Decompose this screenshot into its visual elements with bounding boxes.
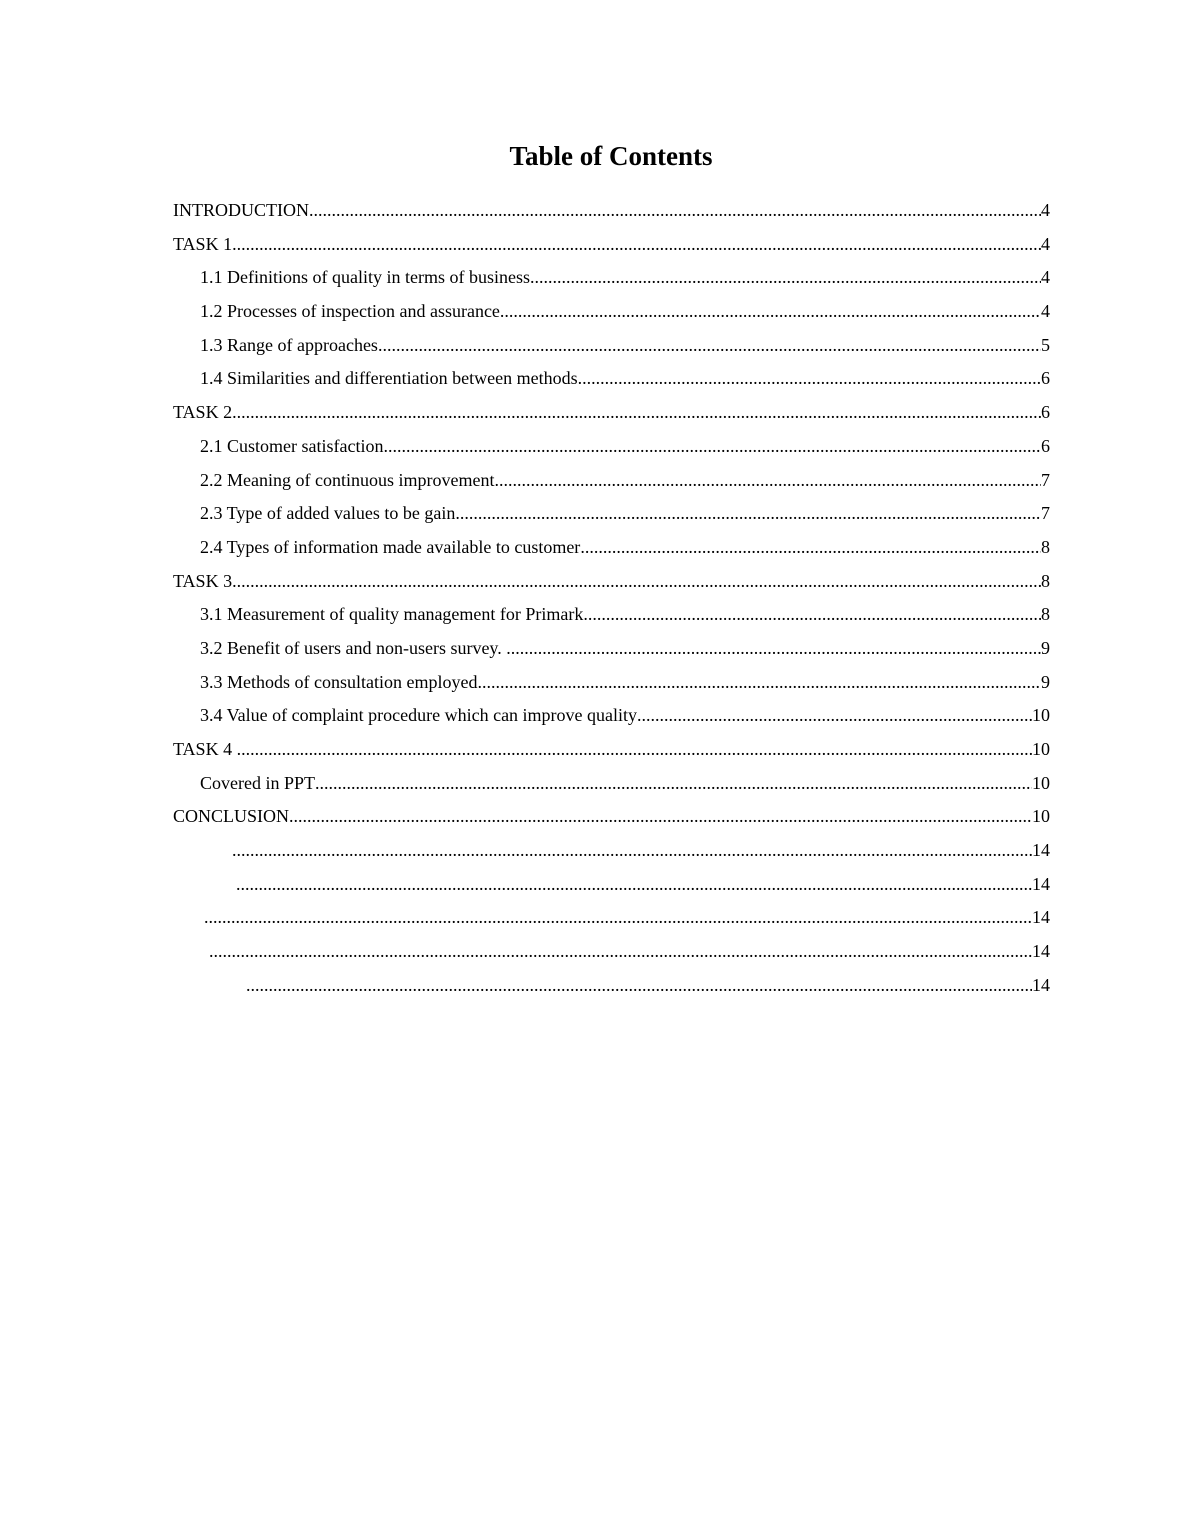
toc-dot-leader bbox=[204, 904, 1032, 930]
toc-dot-leader bbox=[637, 702, 1032, 728]
toc-entry-page: 6 bbox=[1041, 435, 1050, 456]
toc-entry-page: 8 bbox=[1041, 604, 1050, 625]
toc-entry-page: 6 bbox=[1041, 402, 1050, 423]
toc-dot-leader bbox=[383, 433, 1041, 459]
toc-entry-untitled-5[interactable] bbox=[173, 972, 1050, 1006]
toc-dot-leader bbox=[455, 500, 1041, 526]
toc-entry-untitled-4[interactable] bbox=[173, 938, 1050, 972]
toc-dot-leader bbox=[289, 803, 1032, 829]
toc-dot-leader bbox=[232, 231, 1041, 257]
toc-entry-page: 14 bbox=[1032, 907, 1050, 928]
toc-entry-2-1[interactable] bbox=[173, 433, 1050, 467]
toc-dot-leader bbox=[580, 534, 1041, 560]
toc-entry-3-3[interactable] bbox=[173, 669, 1050, 703]
toc-entry-page: 9 bbox=[1041, 671, 1050, 692]
toc-entry-label: 2.1 Customer satisfaction bbox=[200, 435, 384, 456]
toc-entry-label: 2.3 Type of added values to be gain bbox=[200, 503, 456, 524]
toc-entry-task-2[interactable] bbox=[173, 399, 1050, 433]
toc-entry-1-3[interactable] bbox=[173, 332, 1050, 366]
toc-entry-label: 1.2 Processes of inspection and assurance bbox=[200, 301, 500, 322]
toc-entry-page: 14 bbox=[1032, 840, 1050, 861]
toc-entry-label: INTRODUCTION bbox=[173, 200, 309, 220]
toc-entry-page: 14 bbox=[1032, 941, 1050, 962]
toc-dot-leader bbox=[315, 770, 1032, 796]
toc-dot-leader bbox=[309, 197, 1041, 223]
toc-dot-leader bbox=[378, 332, 1041, 358]
toc-entry-label: CONCLUSION bbox=[173, 806, 290, 827]
toc-entry-1-2[interactable] bbox=[173, 298, 1050, 332]
toc-entry-page: 8 bbox=[1041, 536, 1050, 557]
toc-entry-label: 1.4 Similarities and differentiation between methods bbox=[200, 368, 578, 389]
toc-dot-leader bbox=[246, 972, 1032, 998]
toc-entry-page: 10 bbox=[1032, 739, 1050, 759]
toc-entry-task-1[interactable] bbox=[173, 231, 1050, 265]
toc-entry-page: 10 bbox=[1032, 806, 1050, 827]
toc-dot-leader bbox=[578, 365, 1041, 391]
toc-entry-label: TASK 4 bbox=[173, 739, 237, 759]
toc-entry-label: 3.1 Measurement of quality management for Primark bbox=[200, 604, 584, 625]
toc-entry-page: 5 bbox=[1041, 334, 1050, 355]
toc-dot-leader bbox=[477, 669, 1041, 695]
toc-entry-page: 4 bbox=[1041, 267, 1050, 288]
toc-entry-label: 2.4 Types of information made available to customer bbox=[200, 536, 581, 557]
toc-dot-leader bbox=[494, 467, 1041, 493]
toc-entry-introduction[interactable] bbox=[173, 197, 1050, 231]
toc-dot-leader bbox=[506, 635, 1041, 661]
toc-dot-leader bbox=[236, 871, 1032, 897]
toc-title: Table of Contents bbox=[509, 141, 713, 171]
toc-entry-conclusion[interactable] bbox=[173, 803, 1050, 837]
toc-entry-3-2[interactable] bbox=[173, 635, 1050, 669]
toc-entry-label: 1.1 Definitions of quality in terms of business bbox=[200, 267, 530, 288]
toc-entry-label: TASK 3 bbox=[173, 570, 233, 591]
toc-entry-page: 4 bbox=[1041, 200, 1050, 220]
toc-entry-label: 2.2 Meaning of continuous improvement bbox=[200, 469, 495, 490]
toc-dot-leader bbox=[232, 568, 1041, 594]
toc-dot-leader bbox=[232, 399, 1041, 425]
toc-dot-leader bbox=[232, 837, 1032, 863]
toc-entry-page: 14 bbox=[1032, 873, 1050, 894]
toc-entry-2-2[interactable] bbox=[173, 467, 1050, 501]
toc-entry-page: 7 bbox=[1041, 469, 1050, 490]
toc-dot-leader bbox=[530, 264, 1041, 290]
toc-entry-3-4[interactable] bbox=[173, 702, 1050, 736]
toc-entry-page: 6 bbox=[1041, 368, 1050, 389]
toc-entry-label: Covered in PPT bbox=[200, 772, 315, 793]
toc-entry-3-1[interactable] bbox=[173, 601, 1050, 635]
toc-entry-page: 9 bbox=[1041, 637, 1050, 658]
toc-entry-label: 1.3 Range of approaches bbox=[200, 334, 378, 355]
toc-entry-page: 8 bbox=[1041, 570, 1050, 591]
toc-dot-leader bbox=[583, 601, 1041, 627]
toc-entry-label: 3.2 Benefit of users and non-users survey. bbox=[200, 637, 507, 658]
toc-entry-1-4[interactable] bbox=[173, 365, 1050, 399]
toc-entry-1-1[interactable] bbox=[173, 264, 1050, 298]
toc-entry-page: 14 bbox=[1032, 974, 1050, 995]
toc-entry-untitled-2[interactable] bbox=[173, 871, 1050, 905]
toc-entry-page: 4 bbox=[1041, 301, 1050, 322]
toc-entry-label: 3.4 Value of complaint procedure which can improve quality bbox=[200, 705, 638, 726]
toc-entry-2-3[interactable] bbox=[173, 500, 1050, 534]
toc-entry-page: 7 bbox=[1041, 503, 1050, 524]
toc-entry-covered-in-ppt[interactable] bbox=[173, 770, 1050, 804]
toc-dot-leader bbox=[500, 298, 1041, 324]
toc-entry-label: 3.3 Methods of consultation employed bbox=[200, 671, 478, 692]
toc-entry-task-3[interactable] bbox=[173, 568, 1050, 602]
toc-entry-label: TASK 1 bbox=[173, 233, 233, 254]
toc-entry-label: TASK 2 bbox=[173, 402, 233, 423]
toc-entry-untitled-1[interactable] bbox=[173, 837, 1050, 871]
toc-dot-leader bbox=[237, 736, 1032, 762]
toc-entry-page: 10 bbox=[1032, 772, 1050, 793]
toc-entry-2-4[interactable] bbox=[173, 534, 1050, 568]
toc-entry-page: 10 bbox=[1032, 705, 1050, 726]
toc-entry-page: 4 bbox=[1041, 233, 1050, 254]
toc-entry-untitled-3[interactable] bbox=[173, 904, 1050, 938]
toc-entry-task-4[interactable] bbox=[173, 736, 1050, 770]
toc-list bbox=[173, 197, 1050, 1006]
toc-dot-leader bbox=[209, 938, 1032, 964]
